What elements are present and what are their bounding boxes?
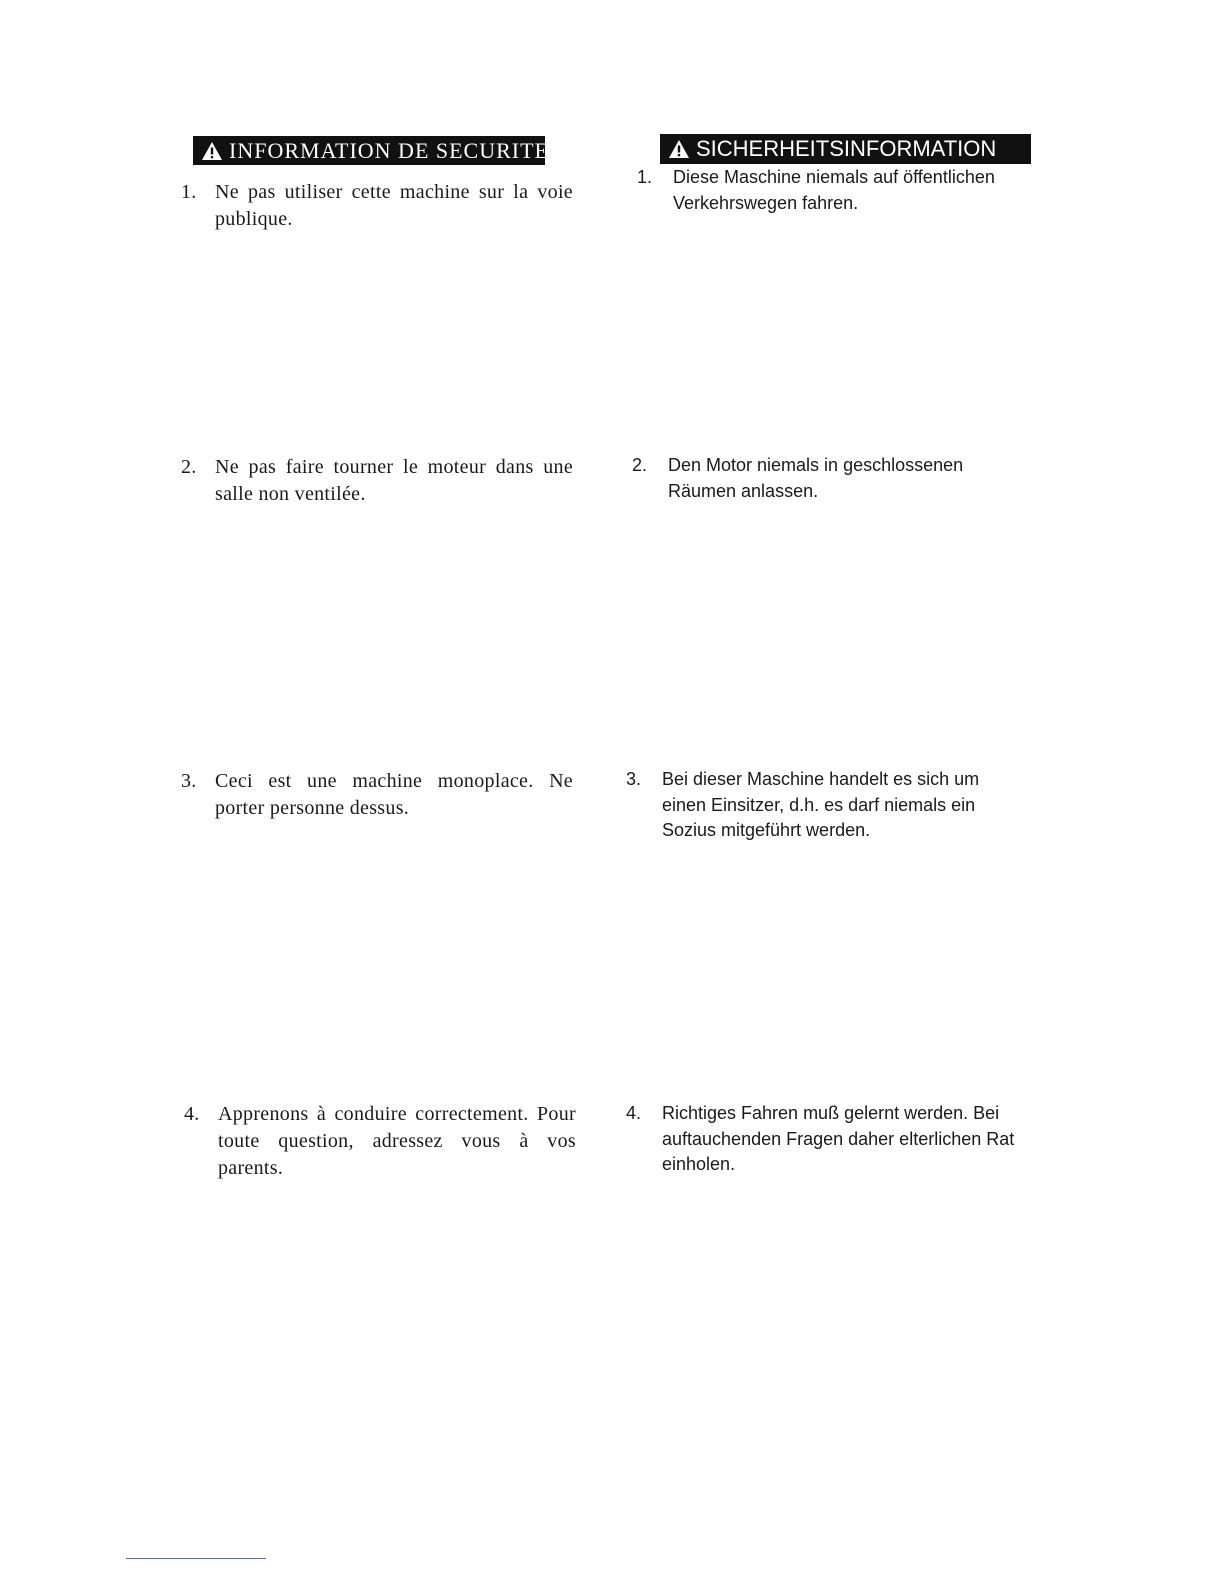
french-item-3 [181,768,573,822]
item-number: 2. [181,456,197,478]
german-header-text: SICHERHEITSINFORMATION [696,136,997,161]
item-text: Richtiges Fahren muß gelernt werden. Bei auftauchenden Fragen daher elterlichen Rat einholen. [662,1103,1015,1174]
warning-triangle-icon [201,141,223,161]
item-text: Ne pas faire tourner le moteur dans une salle non ventilée. [215,456,573,505]
warning-triangle-icon [668,139,690,159]
item-number: 3. [181,770,197,792]
french-item-2 [181,454,573,508]
item-number: 1. [181,181,197,203]
french-item-4 [184,1101,576,1182]
item-number: 4. [184,1103,200,1125]
item-text: Ne pas utiliser cette machine sur la voie publique. [215,181,573,230]
german-item-1 [637,165,1033,216]
item-text: Bei dieser Maschine handelt es sich um einen Einsitzer, d.h. es darf niemals ein Sozius mitgeführt werden. [662,769,980,840]
item-text: Apprenons à conduire correctement. Pour toute question, adressez vous à vos parents. [218,1103,576,1179]
item-text: Diese Maschine niemals auf öffentlichen Verkehrswegen fahren. [673,167,995,213]
footnote-rule [126,1558,266,1559]
item-number: 3. [626,769,642,789]
german-item-3 [626,767,1022,844]
french-header-text: INFORMATION DE SECURITE [229,137,549,163]
french-safety-header [193,136,549,165]
item-number: 1. [637,167,653,187]
item-number: 4. [626,1103,642,1123]
item-text: Den Motor niemals in geschlossenen Räumen anlassen. [668,455,964,501]
item-number: 2. [632,455,648,475]
german-safety-header [660,134,1031,164]
french-item-1 [181,179,573,233]
item-text: Ceci est une machine monoplace. Ne porter personne dessus. [215,770,573,819]
german-item-4 [626,1101,1022,1178]
german-item-2 [632,453,1028,504]
